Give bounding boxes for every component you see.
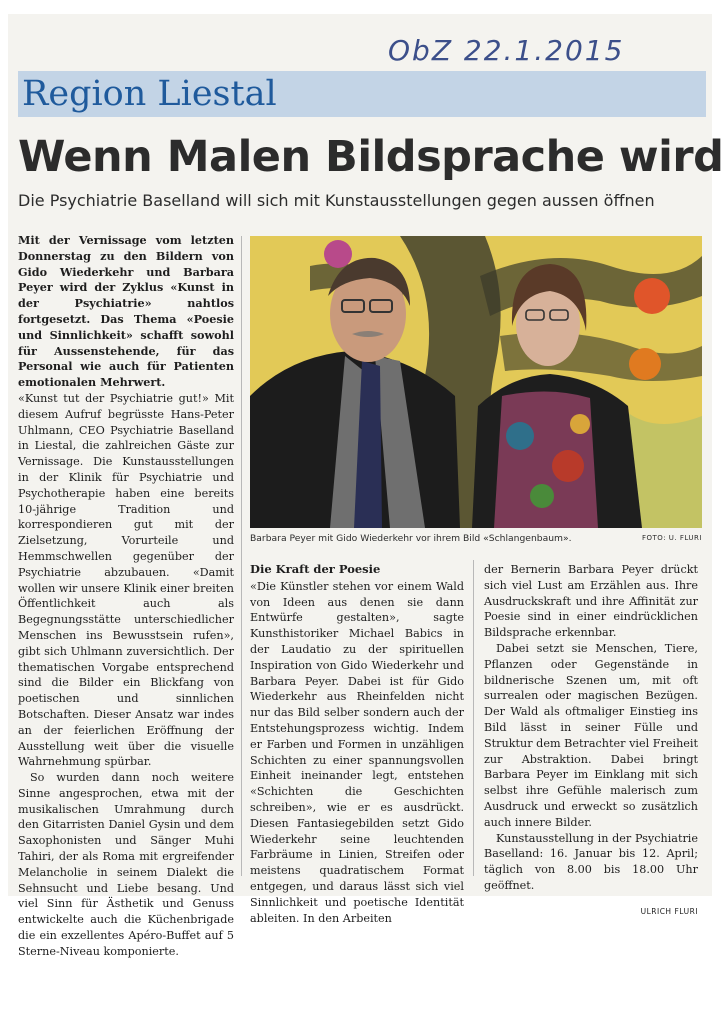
photo-credit: FOTO: U. FLURI xyxy=(642,534,702,542)
section-subtitle: Die Kraft der Poesie xyxy=(250,562,381,576)
body-paragraph: Kunstausstellung in der Psychiatrie Baselland: 16. Januar bis 12. April; täglich von 8.00 bis 18.00 Uhr geöffnet. xyxy=(484,831,698,892)
photo-illustration xyxy=(250,236,702,528)
headline: Wenn Malen Bildsprache wird xyxy=(18,132,724,182)
column-divider xyxy=(241,236,242,876)
body-paragraph: «Kunst tut der Psychiatrie gut!» Mit diesem Aufruf begrüsste Hans-Peter Uhlmann, CEO Psychiatrie Baselland in Liestal, die zahlreichen Gäste zur Vernissage. Die Kunstausstellungen in der Klinik für Psychiatrie und Psychotherapie haben eine bereits 10-jährige Tradition und korrespondieren gut mit der Zielsetzung, Vorurteile und Hemmschwellen gegenüber der Psychiatrie abzubauen. «Damit wollen wir unsere Klinik einer breiten Öffentlichkeit auch als Begegnungsstätte unterschiedlicher Menschen ins Bewusstsein rufen», gibt sich Uhlmann zuversichtlich. Der thematischen Vorgabe entsprechend sind die Bilder ein Blickfang von poetischen und sinnlichen Botschaften. Dieser Ansatz war indes an der feierlichen Eröffnung der Ausstellung weit über die visuelle Wahrnehmung spürbar. xyxy=(18,391,234,769)
column-3 xyxy=(484,562,698,916)
author-byline: ULRICH FLURI xyxy=(640,906,698,916)
caption-text: Barbara Peyer mit Gido Wiederkehr vor ihrem Bild «Schlangenbaum». xyxy=(250,533,572,544)
body-paragraph: «Die Künstler stehen vor einem Wald von Ideen aus denen sie dann Entwürfe gestalten», sagte Kunsthistoriker Michael Babics in der Laudatio zu der spirituellen Inspiration von Gido Wiederkehr und Barbara Peyer. Dabei ist für Gido Wiederkehr aus Rheinfelden nicht nur das Bild selber sondern auch der Entstehungsprozess wichtig. Indem er Farben und Formen in unzähligen Schichten zu einer spannungsvollen Einheit ineinander legt, entstehen «Schichten die Geschichten schreiben», wie er es ausdrückt. Diesen Fantasiegebilden setzt Gido Wiederkehr seine leuchtenden Farbräume in Linien, Streifen oder meistens quadratischem Format entgegen, und daraus lässt sich viel Sinnlichkeit und poetische Identität ableiten. In den Arbeiten xyxy=(250,579,464,925)
body-paragraph: Dabei setzt sie Menschen, Tiere, Pflanzen oder Gegenstände in bildnerische Szenen um, mit oft surrealen oder magischen Bezügen. Der Wald als oftmaliger Einstieg ins Bild lässt in seiner Fülle und Struktur dem Betrachter viel Freiheit zur Abstraktion. Dabei bringt Barbara Peyer im Einklang mit sich selbst ihre Gefühle malerisch zum Ausdruck und erweckt so zusätzlich auch innere Bilder. xyxy=(484,641,698,829)
column-2 xyxy=(250,562,464,926)
lead-paragraph: Mit der Vernissage vom letzten Donnerstag zu den Bildern von Gido Wiederkehr und Barbara Peyer wird der Zyklus «Kunst in der Psychiatrie» nahtlos fortgesetzt. Das Thema «Poesie und Sinnlichkeit» schafft sowohl für Aussenstehende, für das Personal wie auch für Patienten emotionalen Mehrwert. xyxy=(18,233,234,390)
column-1 xyxy=(18,233,234,960)
handwritten-annotation: ObZ 22.1.2015 xyxy=(388,34,625,67)
photo-caption xyxy=(250,533,702,544)
section-title: Region Liestal xyxy=(22,74,277,114)
column-divider xyxy=(473,560,474,876)
subheadline: Die Psychiatrie Baselland will sich mit Kunstausstellungen gegen aussen öffnen xyxy=(18,191,655,210)
article-photo xyxy=(250,236,702,528)
body-paragraph: So wurden dann noch weitere Sinne angesprochen, etwa mit der musikalischen Umrahmung durch den Gitarristen Daniel Gysin und dem Saxophonisten und Sänger Muhi Tahiri, der als Roma mit ergreifender Melancholie in seinem Dialekt die Sehnsucht und Liebe besang. Und viel Sinn für Ästhetik und Genuss entwickelte auch die Küchenbrigade die ein exzellentes Apéro-Buffet auf 5 Sterne-Niveau komponierte. xyxy=(18,771,234,958)
body-paragraph: der Bernerin Barbara Peyer drückt sich viel Lust am Erzählen aus. Ihre Ausdruckskraft und ihre Affinität zur Poesie sind in einer eindrücklichen Bildsprache erkennbar. xyxy=(484,563,698,640)
